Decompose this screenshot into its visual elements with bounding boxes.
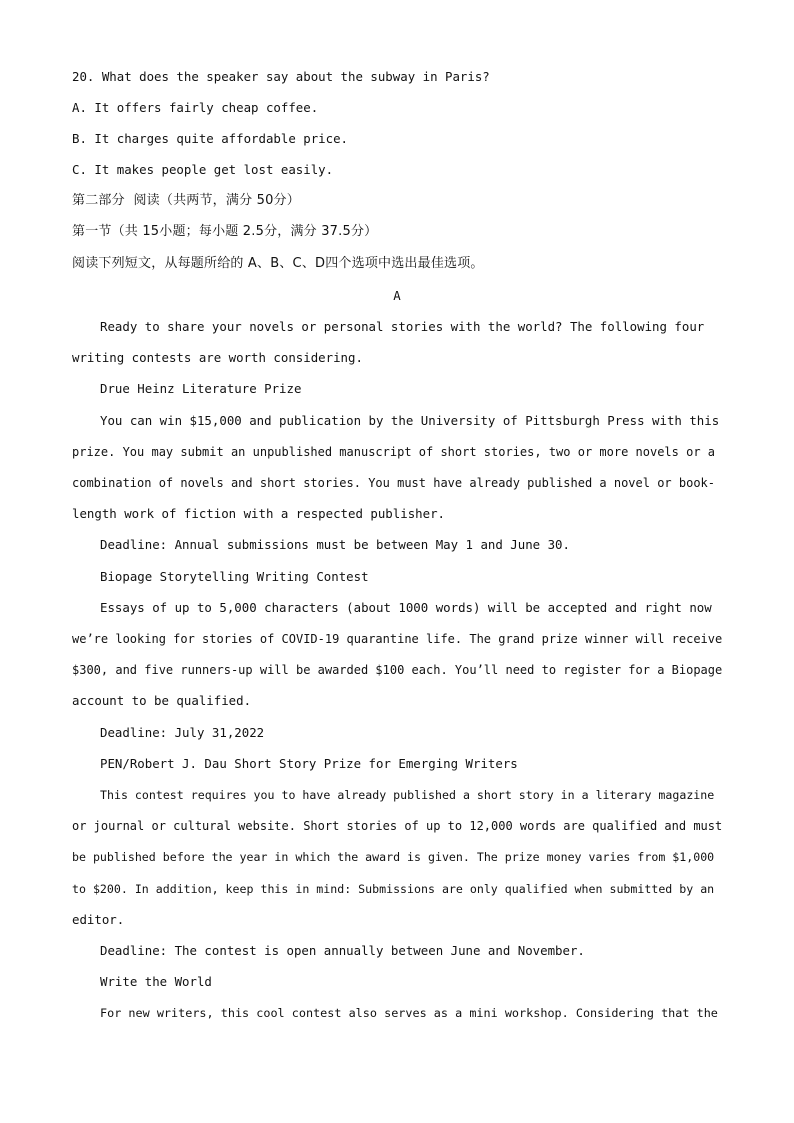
contest1-line-2: prize. You may submit an unpublished manuscript of short stories, two or more novels or a <box>72 445 715 459</box>
contest2-line-3: $300, and five runners-up will be awarded $100 each. You’ll need to register for a Biopage <box>72 663 723 677</box>
contest3-line-2: or journal or cultural website. Short stories of up to 12,000 words are qualified and must <box>72 819 723 833</box>
question-stem: 20. What does the speaker say about the subway in Paris? <box>72 69 490 84</box>
contest2-line-2: we’re looking for stories of COVID-19 quarantine life. The grand prize winner will receive <box>72 632 723 646</box>
contest3-line-4: to $200. In addition, keep this in mind: Submissions are only qualified when submitted by an <box>72 882 715 896</box>
instruction: 阅读下列短文，从每题所给的 A、B、C、D四个选项中选出最佳选项。 <box>72 256 484 271</box>
contest1-deadline: Deadline: Annual submissions must be between May 1 and June 30. <box>100 537 570 552</box>
contest2-title: Biopage Storytelling Writing Contest <box>100 569 369 584</box>
contest1-line-3: combination of novels and short stories. You must have already published a novel or book- <box>72 476 715 490</box>
question-option-c: C. It makes people get lost easily. <box>72 162 334 177</box>
question-option-b: B. It charges quite affordable price. <box>72 131 349 146</box>
contest3-deadline: Deadline: The contest is open annually between June and November. <box>100 943 585 958</box>
sub-heading: 第一节（共 15小题；每小题 2.5分，满分 37.5分） <box>72 224 378 239</box>
contest1-title: Drue Heinz Literature Prize <box>100 381 302 396</box>
contest1-line-4: length work of fiction with a respected publisher. <box>72 506 445 521</box>
intro-line-1: Ready to share your novels or personal stories with the world? The following four <box>100 319 705 334</box>
contest2-line-4: account to be qualified. <box>72 693 252 708</box>
contest2-line-1: Essays of up to 5,000 characters (about 1000 words) will be accepted and right now <box>100 600 712 615</box>
contest3-line-3: be published before the year in which the award is given. The prize money varies from $1,000 <box>72 850 715 864</box>
contest3-line-1: This contest requires you to have already published a short story in a literary magazine <box>100 788 715 802</box>
contest3-title: PEN/Robert J. Dau Short Story Prize for Emerging Writers <box>100 756 518 771</box>
intro-line-2: writing contests are worth considering. <box>72 350 363 365</box>
contest2-deadline: Deadline: July 31,2022 <box>100 725 265 740</box>
part-heading: 第二部分 阅读（共两节，满分 50分） <box>72 193 300 208</box>
contest4-line-1: For new writers, this cool contest also serves as a mini workshop. Considering that the <box>100 1006 718 1020</box>
contest1-line-1: You can win $15,000 and publication by the University of Pittsburgh Press with this <box>100 413 720 428</box>
question-option-a: A. It offers fairly cheap coffee. <box>72 100 319 115</box>
contest4-title: Write the World <box>100 974 212 989</box>
passage-label: A <box>393 288 401 303</box>
contest3-line-5: editor. <box>72 912 125 927</box>
